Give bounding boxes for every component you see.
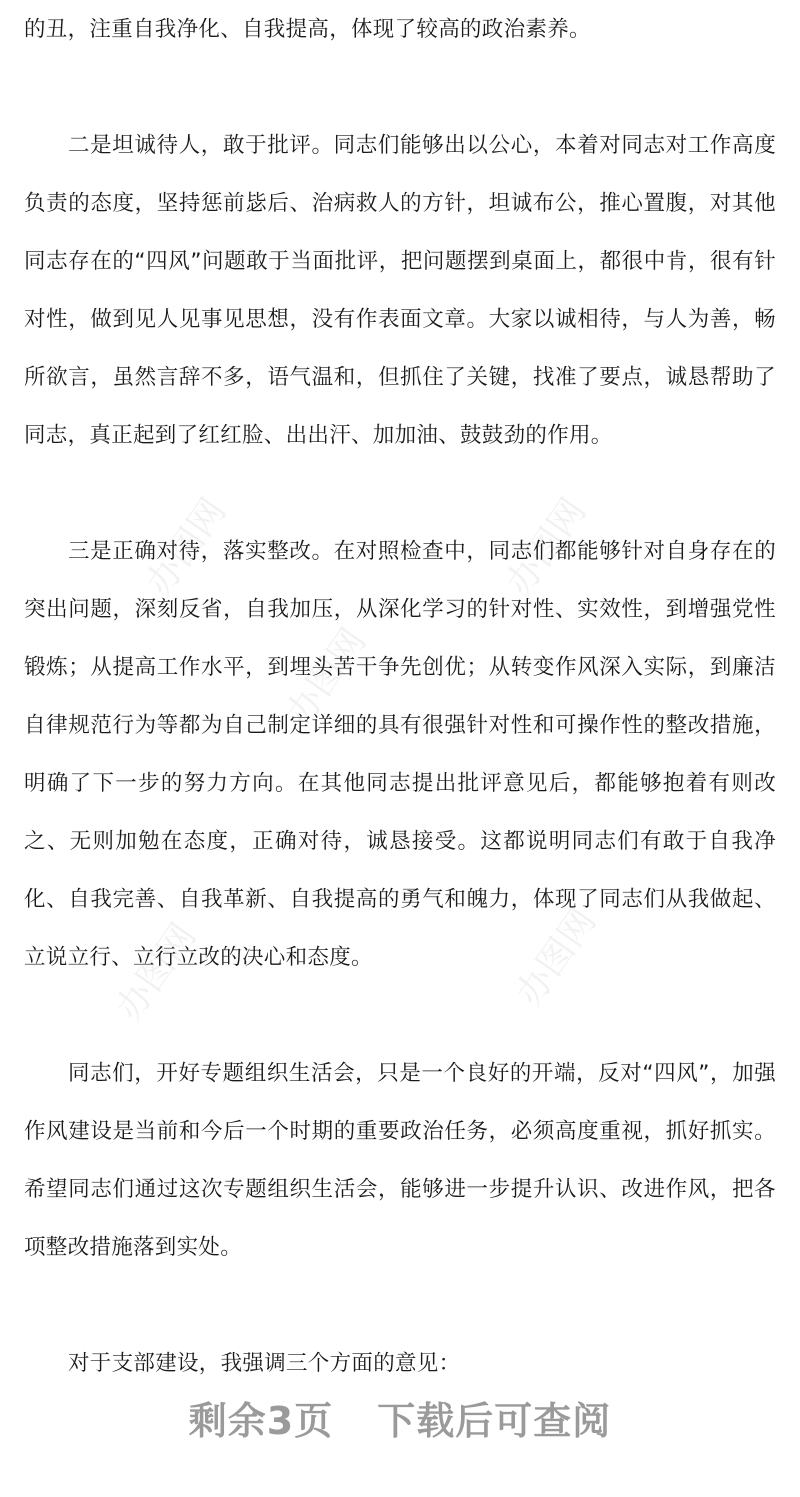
paragraph-branch-building: 对于支部建设，我强调三个方面的意见：	[68, 1351, 461, 1376]
paragraph-gap	[24, 1277, 776, 1335]
paragraph-gap	[24, 59, 776, 117]
paragraph-comrades: 同志们，开好专题组织生活会，只是一个良好的开端，反对“四风”，加强作风建设是当前和今后一个时期的重要政治任务，必须高度重视，抓好抓实。希望同志们通过这次专题组织生活会，能够进一步提升认识、改进作风，把各项整改措施落到实处。	[24, 1061, 776, 1260]
remaining-pages-label: 剩余3页	[188, 1399, 334, 1443]
watermark-5: 办图网	[508, 901, 605, 1014]
watermark-3: 办图网	[278, 621, 375, 734]
watermark-4: 办图网	[108, 916, 205, 1029]
watermark-2: 办图网	[498, 491, 595, 604]
document-body	[24, 0, 776, 1393]
watermark-1: 办图网	[138, 491, 235, 604]
download-to-view-label: 下载后可查阅	[377, 1399, 612, 1443]
paragraph-gap	[24, 987, 776, 1045]
paragraph-continuation: 的丑，注重自我净化、自我提高，体现了较高的政治素养。	[24, 17, 591, 42]
paragraph-rectification: 三是正确对待，落实整改。在对照检查中，同志们都能够针对自身存在的突出问题，深刻反省，自我加压，从深化学习的针对性、实效性，到增强党性锻炼；从提高工作水平，到埋头苦干争先创优；从转变作风深入实际，到廉洁自律规范行为等都为自己制定详细的具有很强针对性和可操作性的整改措施，明确了下一步的努力方向。在其他同志提出批评意见后，都能够抱着有则改之、无则加勉在态度，正确对待，诚恳接受。这都说明同志们有敢于自我净化、自我完善、自我革新、自我提高的勇气和魄力，体现了同志们从我做起、立说立行、立行立改的决心和态度。	[24, 539, 776, 970]
paragraph-gap	[24, 465, 776, 523]
paragraph-candid-criticism: 二是坦诚待人，敢于批评。同志们能够出以公心，本着对同志对工作高度负责的态度，坚持惩前毖后、治病救人的方针，坦诚布公，推心置腹，对其他同志存在的“四风”问题敢于当面批评，把问题摆到桌面上，都很中肯，很有针对性，做到见人见事见思想，没有作表面文章。大家以诚相待，与人为善，畅所欲言，虽然言辞不多，语气温和，但抓住了关键，找准了要点，诚恳帮助了同志，真正起到了红红脸、出出汗、加加油、鼓鼓劲的作用。	[24, 133, 776, 448]
download-prompt[interactable]	[0, 1390, 800, 1445]
